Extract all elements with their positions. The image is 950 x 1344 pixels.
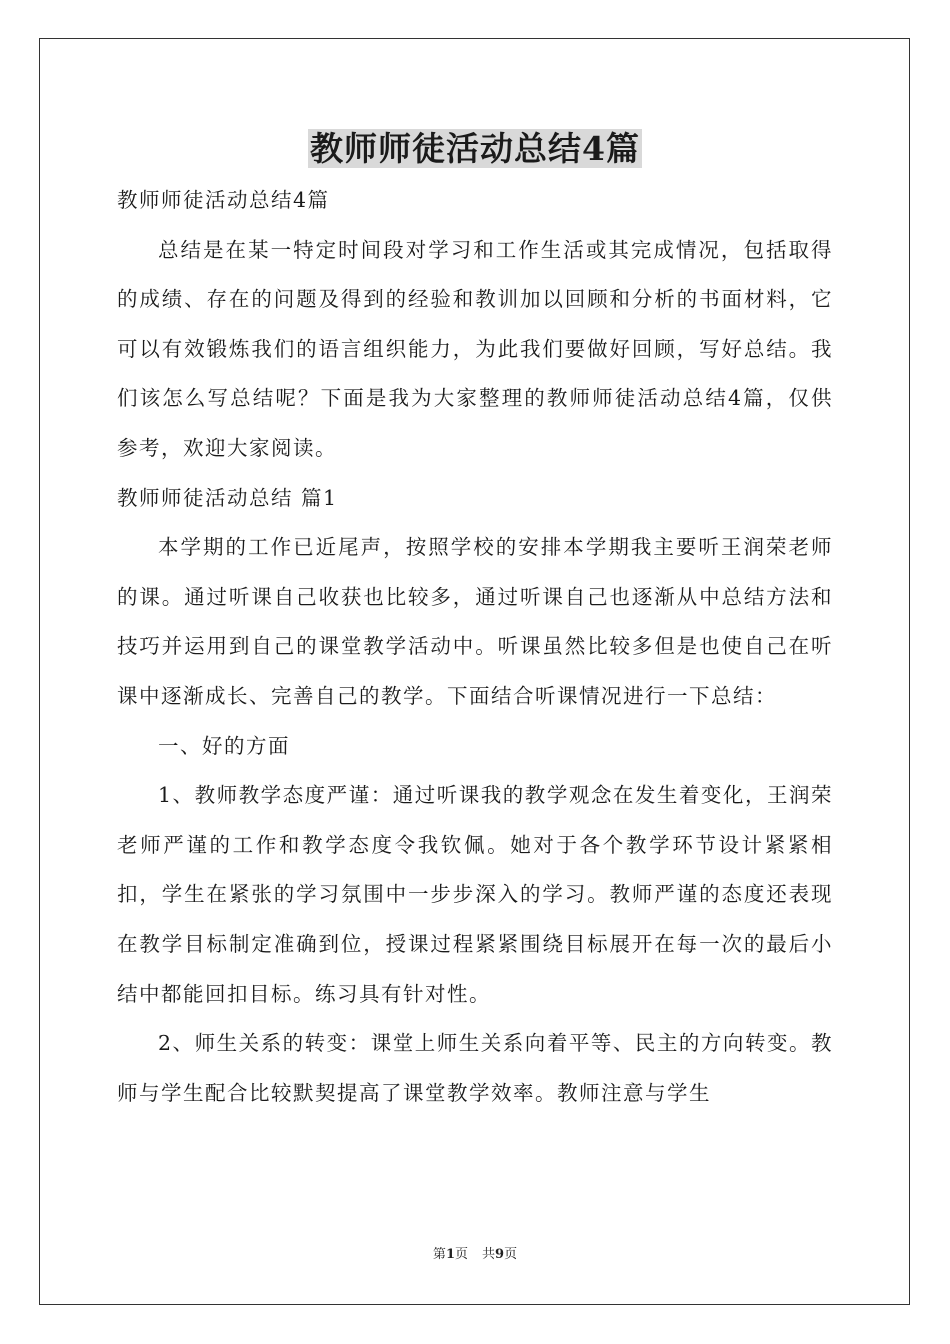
body-paragraph: 本学期的工作已近尾声，按照学校的安排本学期我主要听王润荣老师的课。通过听课自己收获也比较多，通过听课自己也逐渐从中总结方法和技巧并运用到自己的课堂教学活动中。听课虽然比较多但是也使自己在听课中逐渐成长、完善自己的教学。下面结合听课情况进行一下总结：: [117, 535, 833, 708]
subtitle-line: 教师师徒活动总结4篇: [117, 188, 330, 212]
subsection-heading: 一、好的方面: [158, 733, 290, 758]
total-prefix: 共: [482, 1247, 496, 1262]
total-suffix: 页: [504, 1247, 518, 1262]
page-suffix: 页: [454, 1247, 468, 1262]
document-body: [117, 176, 833, 1118]
page-footer: [0, 1246, 950, 1264]
document-title-text: 教师师徒活动总结4篇: [310, 129, 640, 168]
section-heading: 教师师徒活动总结 篇1: [117, 485, 338, 510]
page-number: 1: [445, 1247, 455, 1262]
document-title: [0, 127, 950, 171]
body-paragraph: 2、师生关系的转变：课堂上师生关系向着平等、民主的方向转变。教师与学生配合比较默契提高了课堂教学效率。教师注意与学生: [117, 1031, 833, 1105]
body-paragraph: 1、教师教学态度严谨：通过听课我的教学观念在发生着变化，王润荣老师严谨的工作和教学态度令我钦佩。她对于各个教学环节设计紧紧相扣，学生在紧张的学习氛围中一步步深入的学习。教师严谨的态度还表现在教学目标制定准确到位，授课过程紧紧围绕目标展开在每一次的最后小结中都能回扣目标。练习具有针对性。: [117, 783, 833, 1006]
page-total: 9: [495, 1247, 505, 1262]
page-prefix: 第: [432, 1247, 446, 1262]
intro-paragraph: 总结是在某一特定时间段对学习和工作生活或其完成情况，包括取得的成绩、存在的问题及得到的经验和教训加以回顾和分析的书面材料，它可以有效锻炼我们的语言组织能力，为此我们要做好回顾，写好总结。我们该怎么写总结呢？下面是我为大家整理的教师师徒活动总结4篇，仅供参考，欢迎大家阅读。: [117, 237, 833, 460]
